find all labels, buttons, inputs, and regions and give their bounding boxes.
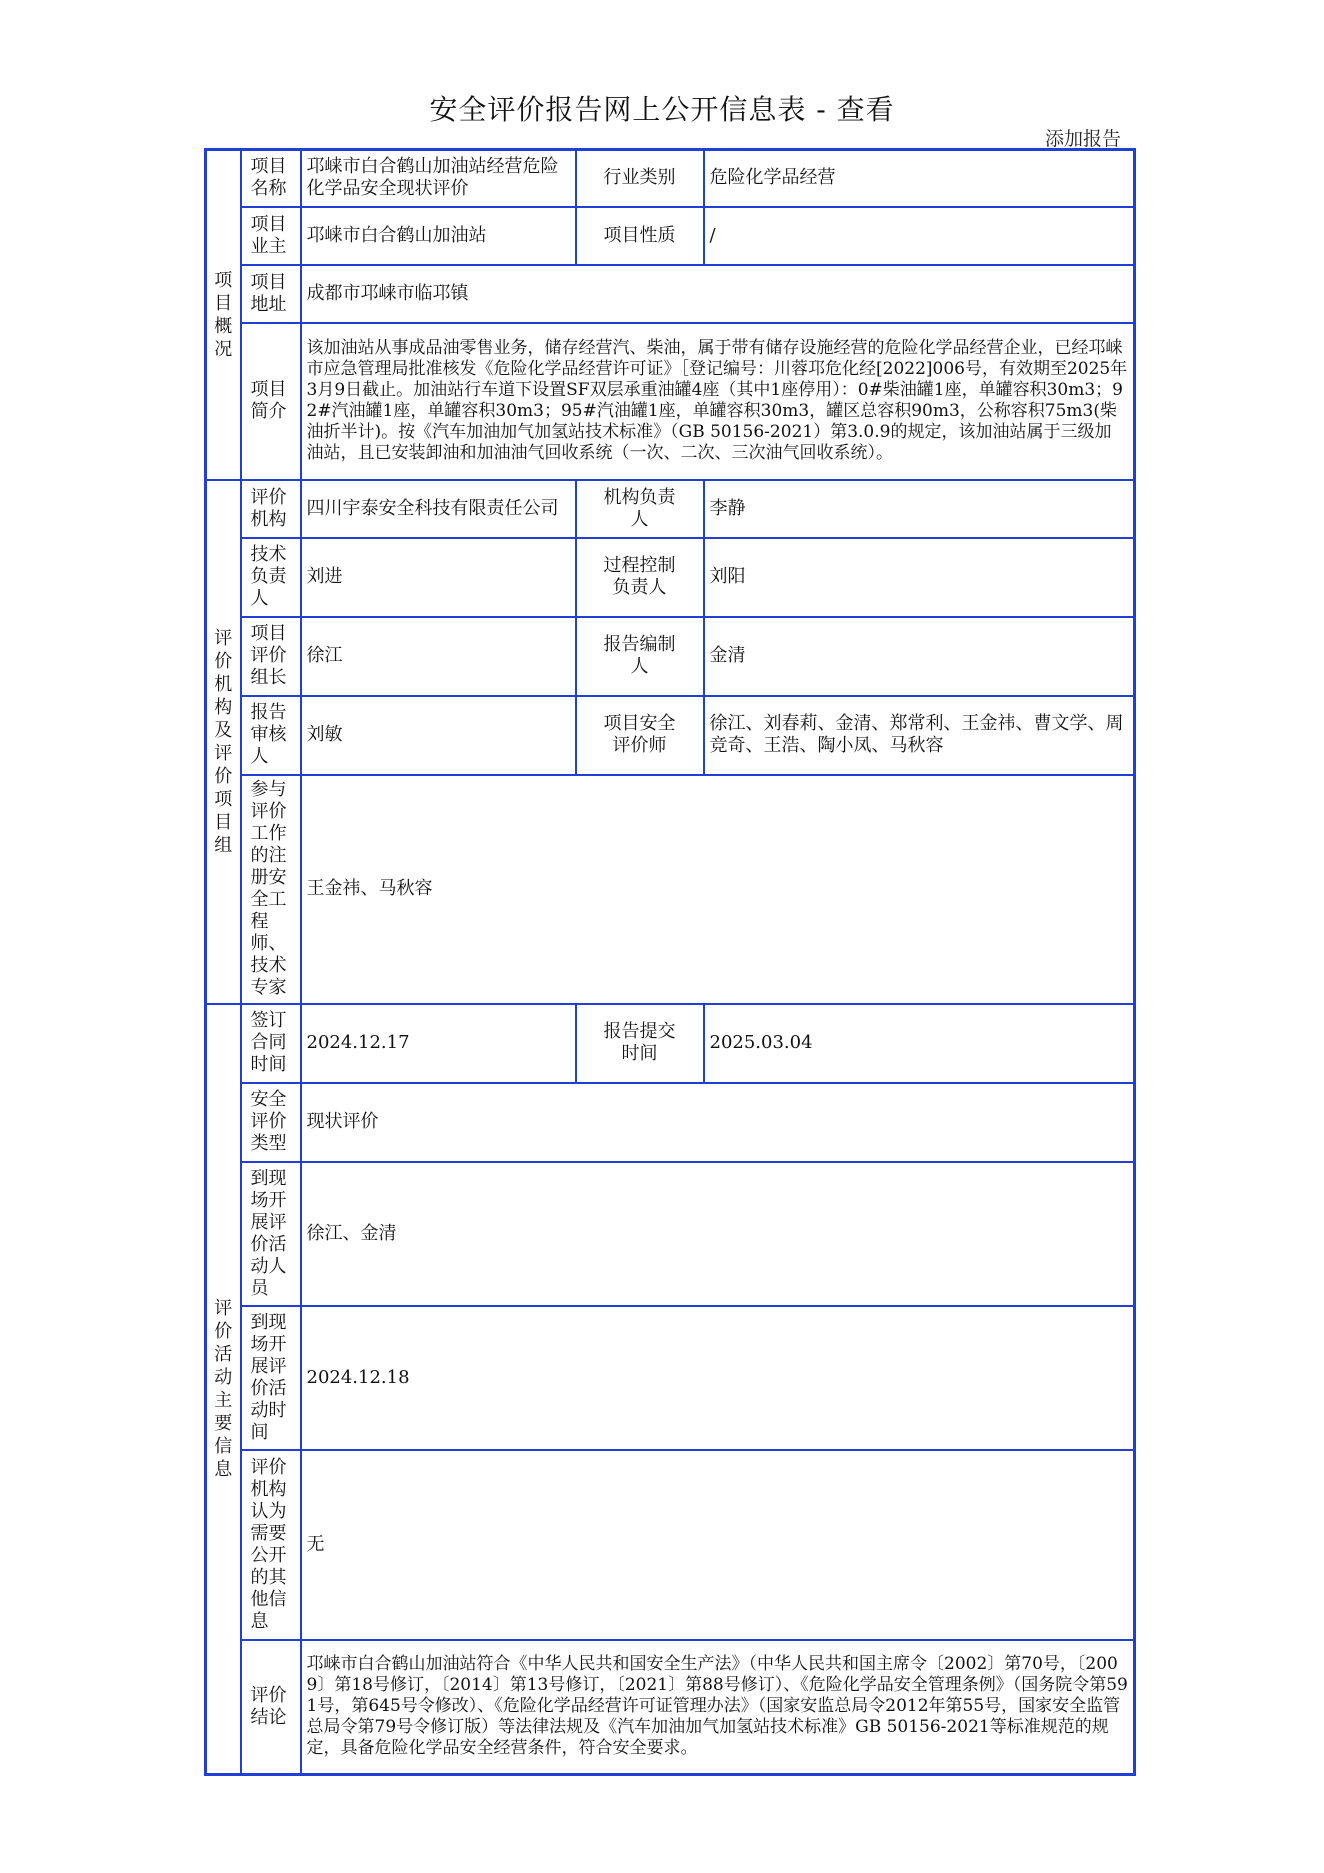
value-owner: 邛崃市白合鹤山加油站 xyxy=(301,207,576,265)
value-site-time: 2024.12.18 xyxy=(301,1306,1135,1450)
value-project-name: 邛崃市白合鹤山加油站经营危险化学品安全现状评价 xyxy=(301,150,576,207)
value-conclusion: 邛崃市白合鹤山加油站符合《中华人民共和国安全生产法》（中华人民共和国主席令〔2002〕第70号，〔2009〕第18号修订，〔2014〕第13号修订，〔2021〕第88号修订）、《危险化学品安全管理条例》（国务院令第591号，第645号令修改）、《危险化学品经营许可证管理办法》（国家安监总局令2012年第55号，国家安全监管总局令第79号令修订版）等法律法规及《汽车加油加气加氢站技术标准》GB 50156-2021等标准规范的规定，具备危险化学品安全经营条件，符合安全要求。 xyxy=(301,1640,1135,1775)
label-site-time: 到现场开展评价活动时间 xyxy=(241,1306,301,1450)
info-table xyxy=(204,148,1136,1776)
value-tech-head: 刘进 xyxy=(301,538,576,617)
value-other-info: 无 xyxy=(301,1450,1135,1640)
value-intro: 该加油站从事成品油零售业务，储存经营汽、柴油，属于带有储存设施经营的危险化学品经营企业，已经邛崃市应急管理局批准核发《危险化学品经营许可证》［登记编号：川蓉邛危化经[2022]006号，有效期至2025年3月9日截止。加油站行车道下设置SF双层承重油罐4座（其中1座停用）：0#柴油罐1座，单罐容积30m3；92#汽油罐1座，单罐容积30m3；95#汽油罐1座，单罐容积30m3，罐区总容积90m3，公称容积75m3(柴油折半计)。按《汽车加油加气加氢站技术标准》（GB 50156-2021）第3.0.9的规定，该加油站属于三级加油站，且已安装卸油和加油油气回收系统（一次、二次、三次油气回收系统）。 xyxy=(301,323,1135,480)
add-report-link[interactable]: 添加报告 xyxy=(1045,128,1122,150)
label-nature: 项目性质 xyxy=(576,207,704,265)
row-other-info xyxy=(206,1450,1135,1640)
label-submit-date: 报告提交时间 xyxy=(576,1004,704,1083)
section-overview: 项目概况 xyxy=(206,150,241,480)
row-reviewer xyxy=(206,696,1135,775)
row-site-staff xyxy=(206,1162,1135,1306)
label-eval-type: 安全评价类型 xyxy=(241,1083,301,1162)
row-address xyxy=(206,265,1135,323)
row-intro xyxy=(206,323,1135,480)
label-agency-head: 机构负责人 xyxy=(576,480,704,538)
value-address: 成都市邛崃市临邛镇 xyxy=(301,265,1135,323)
row-agency xyxy=(206,480,1135,538)
label-assessors: 项目安全评价师 xyxy=(576,696,704,775)
value-site-staff: 徐江、金清 xyxy=(301,1162,1135,1306)
label-tech-head: 技术负责人 xyxy=(241,538,301,617)
row-site-time xyxy=(206,1306,1135,1450)
value-eval-type: 现状评价 xyxy=(301,1083,1135,1162)
row-conclusion xyxy=(206,1640,1135,1775)
label-contract-date: 签订合同时间 xyxy=(241,1004,301,1083)
value-engineers: 王金祎、马秋容 xyxy=(301,775,1135,1004)
label-owner: 项目业主 xyxy=(241,207,301,265)
section-agency: 评价机构及评价项目组 xyxy=(206,480,241,1004)
row-project-name xyxy=(206,150,1135,207)
label-reviewer: 报告审核人 xyxy=(241,696,301,775)
value-industry: 危险化学品经营 xyxy=(704,150,1135,207)
row-engineers xyxy=(206,775,1135,1004)
label-other-info: 评价机构认为需要公开的其他信息 xyxy=(241,1450,301,1640)
row-tech-head xyxy=(206,538,1135,617)
label-agency: 评价机构 xyxy=(241,480,301,538)
row-dates xyxy=(206,1004,1135,1083)
value-reviewer: 刘敏 xyxy=(301,696,576,775)
label-site-staff: 到现场开展评价活动人员 xyxy=(241,1162,301,1306)
value-report-writer: 金清 xyxy=(704,617,1135,696)
value-agency-head: 李静 xyxy=(704,480,1135,538)
page-title: 安全评价报告网上公开信息表 - 查看 xyxy=(429,93,895,126)
value-team-leader: 徐江 xyxy=(301,617,576,696)
section-activity: 评价活动主要信息 xyxy=(206,1004,241,1775)
label-engineers: 参与评价工作的注册安全工程师、技术专家 xyxy=(241,775,301,1004)
label-team-leader: 项目评价组长 xyxy=(241,617,301,696)
label-project-name: 项目名称 xyxy=(241,150,301,207)
row-owner xyxy=(206,207,1135,265)
label-process-head: 过程控制负责人 xyxy=(576,538,704,617)
value-nature: / xyxy=(704,207,1135,265)
value-agency: 四川宇泰安全科技有限责任公司 xyxy=(301,480,576,538)
row-eval-type xyxy=(206,1083,1135,1162)
label-conclusion: 评价结论 xyxy=(241,1640,301,1775)
value-assessors: 徐江、刘春莉、金清、郑常利、王金祎、曹文学、周竞奇、王浩、陶小凤、马秋容 xyxy=(704,696,1135,775)
label-report-writer: 报告编制人 xyxy=(576,617,704,696)
row-team-leader xyxy=(206,617,1135,696)
value-contract-date: 2024.12.17 xyxy=(301,1004,576,1083)
value-submit-date: 2025.03.04 xyxy=(704,1004,1135,1083)
label-address: 项目地址 xyxy=(241,265,301,323)
label-industry: 行业类别 xyxy=(576,150,704,207)
value-process-head: 刘阳 xyxy=(704,538,1135,617)
label-intro: 项目简介 xyxy=(241,323,301,480)
